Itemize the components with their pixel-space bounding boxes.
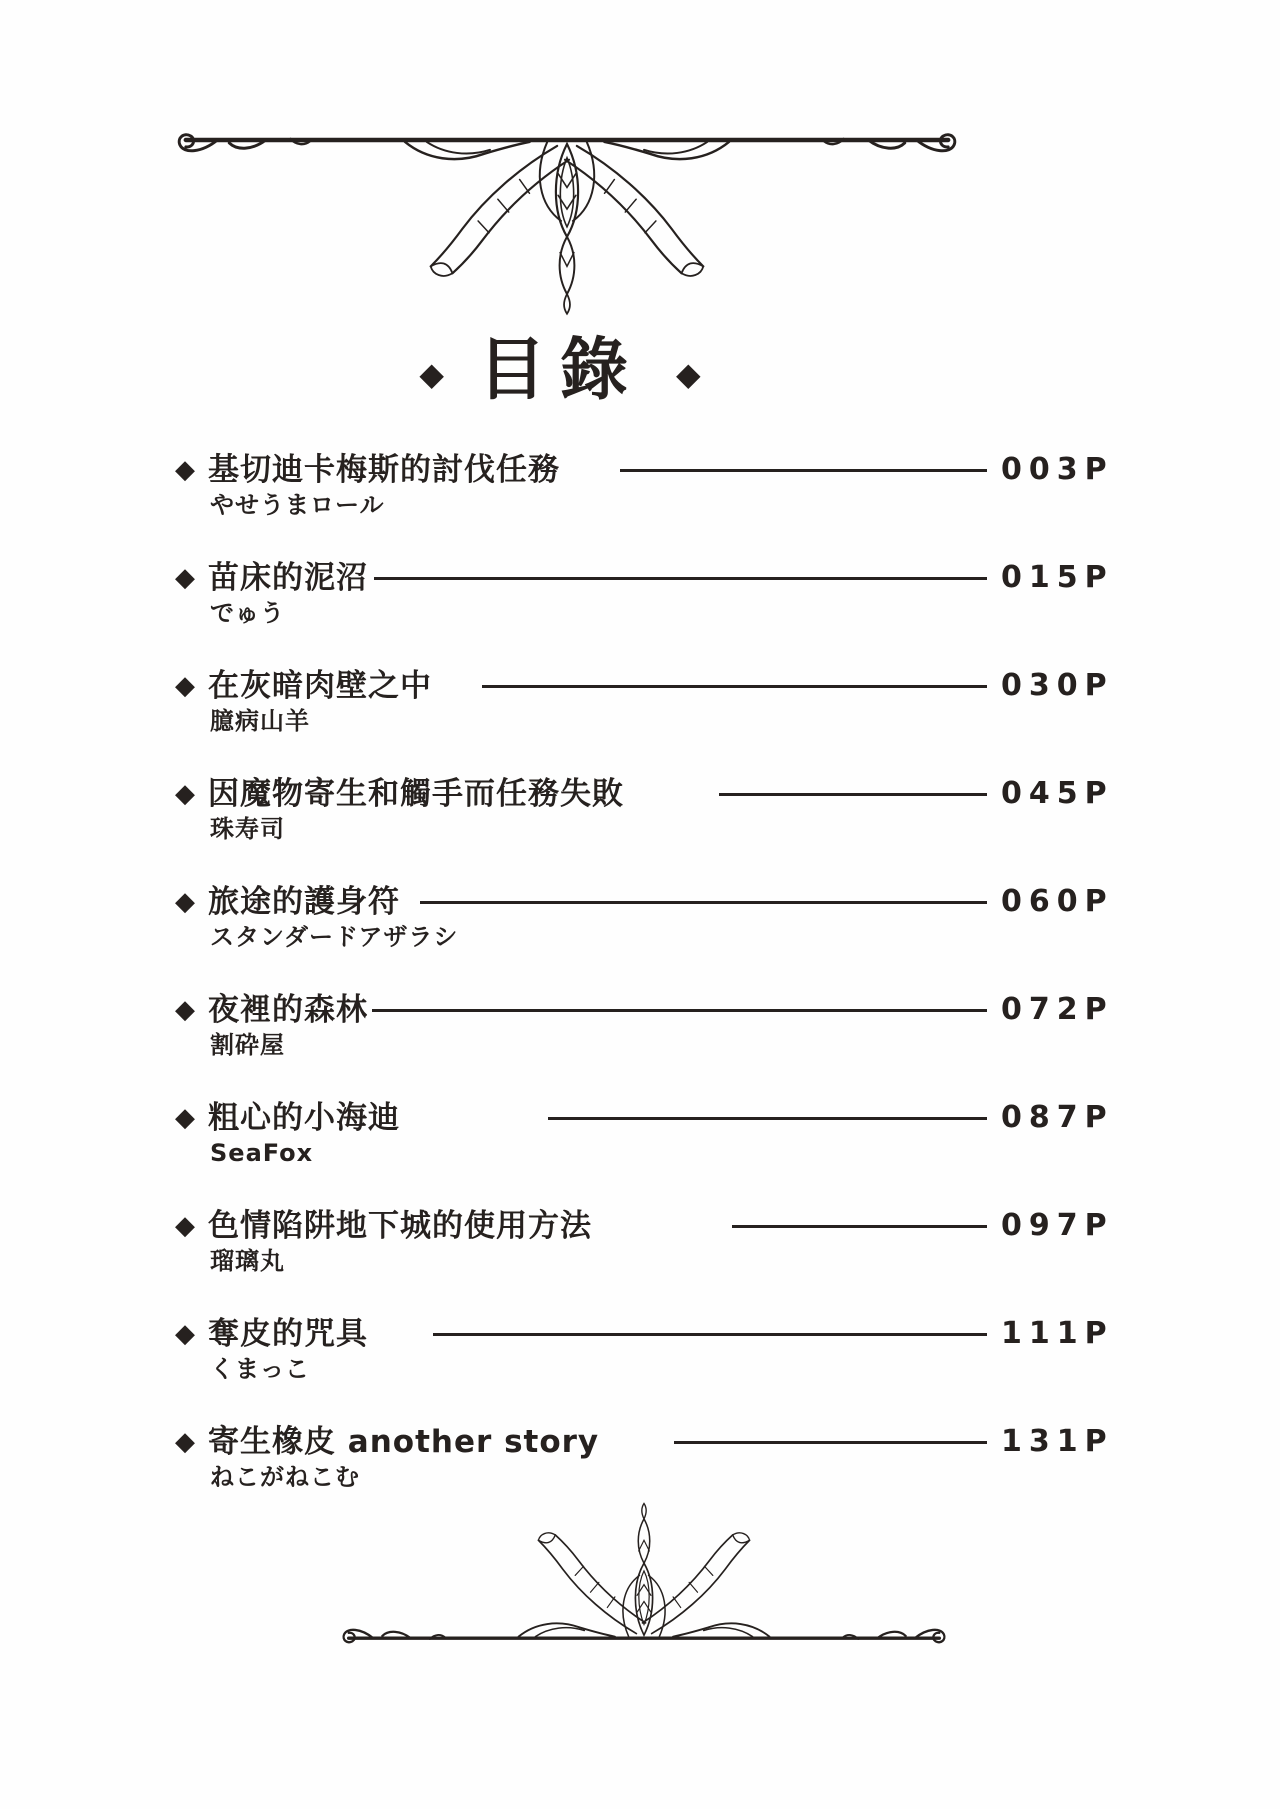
chapter-page-number: 072P xyxy=(1001,992,1114,1027)
leader-line xyxy=(719,793,987,796)
toc-entry-body xyxy=(208,776,1114,844)
chapter-page-number: 030P xyxy=(1001,668,1114,703)
chapter-title: 旅途的護身符 xyxy=(208,884,400,920)
toc-entry-body xyxy=(208,452,1114,520)
toc-entry xyxy=(175,560,1114,628)
diamond-bullet-icon: ◆ xyxy=(175,1427,195,1457)
chapter-title: 夜裡的森林 xyxy=(208,992,368,1028)
leader-line xyxy=(374,577,987,580)
leader-line xyxy=(433,1333,987,1336)
chapter-title: 寄生橡皮 another story xyxy=(208,1424,600,1460)
toc-entry xyxy=(175,992,1114,1060)
toc-list xyxy=(175,452,1114,1532)
toc-entry xyxy=(175,1424,1114,1492)
toc-entry xyxy=(175,1316,1114,1384)
diamond-bullet-icon: ◆ xyxy=(175,779,195,809)
chapter-author: 臆病山羊 xyxy=(210,707,310,735)
chapter-page-number: 045P xyxy=(1001,776,1114,811)
toc-entry-body xyxy=(208,668,1114,736)
toc-entry xyxy=(175,1100,1114,1168)
chapter-page-number: 097P xyxy=(1001,1208,1114,1243)
chapter-title: 因魔物寄生和觸手而任務失敗 xyxy=(208,776,624,812)
toc-entry xyxy=(175,668,1114,736)
leader-line xyxy=(548,1117,987,1120)
chapter-page-number: 131P xyxy=(1001,1424,1114,1459)
diamond-bullet-icon: ◆ xyxy=(175,671,195,701)
chapter-title: 色情陷阱地下城的使用方法 xyxy=(208,1208,592,1244)
toc-entry xyxy=(175,1208,1114,1276)
toc-entry-body xyxy=(208,1208,1114,1276)
toc-entry-body xyxy=(208,992,1114,1060)
toc-entry-body xyxy=(208,560,1114,628)
diamond-bullet-icon: ◆ xyxy=(175,1211,195,1241)
chapter-title: 苗床的泥沼 xyxy=(208,560,368,596)
chapter-page-number: 015P xyxy=(1001,560,1114,595)
leader-line xyxy=(732,1225,987,1228)
chapter-author: くまっこ xyxy=(210,1355,310,1383)
diamond-icon: ◆ xyxy=(676,354,701,393)
chapter-author: ねこがねこむ xyxy=(210,1463,360,1491)
diamond-icon: ◆ xyxy=(419,354,444,393)
leader-line xyxy=(372,1009,987,1012)
chapter-title: 基切迪卡梅斯的討伐任務 xyxy=(208,452,560,488)
page-title: 目錄 xyxy=(477,331,642,410)
chapter-page-number: 060P xyxy=(1001,884,1114,919)
chapter-author: SeaFox xyxy=(210,1139,314,1167)
chapter-author: スタンダードアザラシ xyxy=(210,923,459,951)
leader-line xyxy=(674,1441,987,1444)
diamond-bullet-icon: ◆ xyxy=(175,1319,195,1349)
chapter-title: 在灰暗肉壁之中 xyxy=(208,668,432,704)
leader-line xyxy=(620,469,987,472)
diamond-bullet-icon: ◆ xyxy=(175,995,195,1025)
flourish-ornament-top xyxy=(172,118,962,316)
page-title-row xyxy=(0,330,1120,412)
chapter-page-number: 087P xyxy=(1001,1100,1114,1135)
leader-line xyxy=(420,901,987,904)
leader-line xyxy=(482,685,987,688)
toc-entry-body xyxy=(208,1100,1114,1168)
diamond-bullet-icon: ◆ xyxy=(175,563,195,593)
chapter-author: 瑠璃丸 xyxy=(210,1247,285,1275)
chapter-author: 割砕屋 xyxy=(210,1031,285,1059)
toc-entry-body xyxy=(208,1424,1114,1492)
chapter-author: でゅう xyxy=(210,599,285,627)
chapter-title: 奪皮的咒具 xyxy=(208,1316,368,1352)
diamond-bullet-icon: ◆ xyxy=(175,1103,195,1133)
toc-entry xyxy=(175,776,1114,844)
toc-entry xyxy=(175,452,1114,520)
toc-entry-body xyxy=(208,1316,1114,1384)
diamond-bullet-icon: ◆ xyxy=(175,455,195,485)
chapter-title: 粗心的小海迪 xyxy=(208,1100,400,1136)
diamond-bullet-icon: ◆ xyxy=(175,887,195,917)
chapter-author: やせうまロール xyxy=(210,491,385,519)
chapter-author: 珠寿司 xyxy=(210,815,285,843)
chapter-page-number: 003P xyxy=(1001,452,1114,487)
chapter-page-number: 111P xyxy=(1001,1316,1114,1351)
toc-entry xyxy=(175,884,1114,952)
toc-entry-body xyxy=(208,884,1114,952)
